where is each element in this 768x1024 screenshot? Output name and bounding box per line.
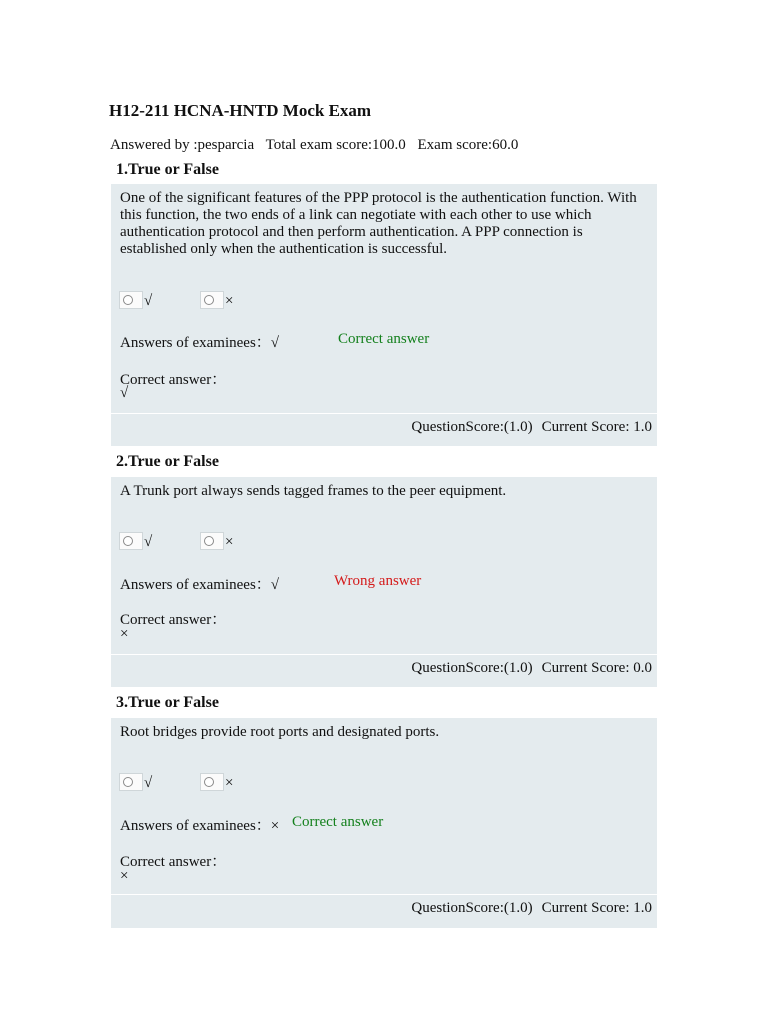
question-2-heading: 2.True or False [116,453,219,470]
question-1-correct-answer-value: √ [120,385,129,401]
question-2-panel [111,477,657,687]
question-3-score-bar [111,894,657,928]
question-2-verdict: Wrong answer [334,573,422,589]
question-3-panel [111,718,657,928]
option-label: √ [144,775,153,791]
question-2-score-bar [111,654,657,688]
current-score: Current Score: 1.0 [541,419,652,435]
question-score: QuestionScore:(1.0) [411,419,533,435]
question-1-panel [111,184,657,446]
exam-score: Exam score:60.0 [417,137,519,153]
question-1-correct-answer-label: Correct answer： [120,372,227,388]
question-1-examinee-answer [120,331,279,352]
question-2-correct-answer-label: Correct answer： [120,612,227,628]
question-2-correct-answer-value: × [120,626,129,642]
question-3-option-false[interactable] [200,773,233,791]
examinee-answer-label: Answers of examinees： [120,335,271,351]
question-3-option-true[interactable] [119,773,152,791]
option-label: × [225,293,234,309]
question-3-correct-answer-value: × [120,868,129,884]
examinee-answer-label: Answers of examinees： [120,577,271,593]
question-3-examinee-answer [120,814,279,835]
question-1-option-false[interactable] [200,291,233,309]
question-1-text: One of the significant features of the PPP protocol is the authentication function. With this function, the two ends of a link can negotiate with each other to use which authentication protocol and then perform authentication. A PPP connection is established only when the authentication is successful. [120,190,637,257]
question-2-score [402,660,652,677]
question-score: QuestionScore:(1.0) [411,660,533,676]
answered-by: Answered by :pesparcia [110,137,255,153]
radio-button[interactable] [200,773,224,791]
question-1-option-true[interactable] [119,291,152,309]
option-label: √ [144,534,153,550]
question-3-text: Root bridges provide root ports and designated ports. [120,724,440,740]
question-score: QuestionScore:(1.0) [411,900,533,916]
current-score: Current Score: 1.0 [541,900,652,916]
question-1-score [402,419,652,436]
option-label: × [225,775,234,791]
radio-button[interactable] [119,532,143,550]
examinee-answer-value: × [270,818,280,834]
examinee-answer-label: Answers of examinees： [120,818,271,834]
exam-meta [110,137,526,154]
question-3-correct-answer-label: Correct answer： [120,854,227,870]
question-1-verdict: Correct answer [338,331,430,347]
examinee-answer-value: √ [270,577,280,593]
question-2-option-false[interactable] [200,532,233,550]
examinee-answer-value: √ [270,335,280,351]
radio-button[interactable] [119,773,143,791]
question-2-option-true[interactable] [119,532,152,550]
question-1-heading: 1.True or False [116,161,219,178]
option-label: √ [144,293,153,309]
question-3-verdict: Correct answer [292,814,384,830]
question-2-examinee-answer [120,573,279,594]
page-title: H12-211 HCNA-HNTD Mock Exam [109,101,372,120]
question-1-score-bar [111,413,657,447]
current-score: Current Score: 0.0 [541,660,652,676]
question-3-score [402,900,652,917]
question-2-text: A Trunk port always sends tagged frames to the peer equipment. [120,483,507,499]
radio-button[interactable] [200,532,224,550]
radio-button[interactable] [119,291,143,309]
total-exam-score: Total exam score:100.0 [265,137,406,153]
radio-button[interactable] [200,291,224,309]
option-label: × [225,534,234,550]
question-3-heading: 3.True or False [116,694,219,711]
